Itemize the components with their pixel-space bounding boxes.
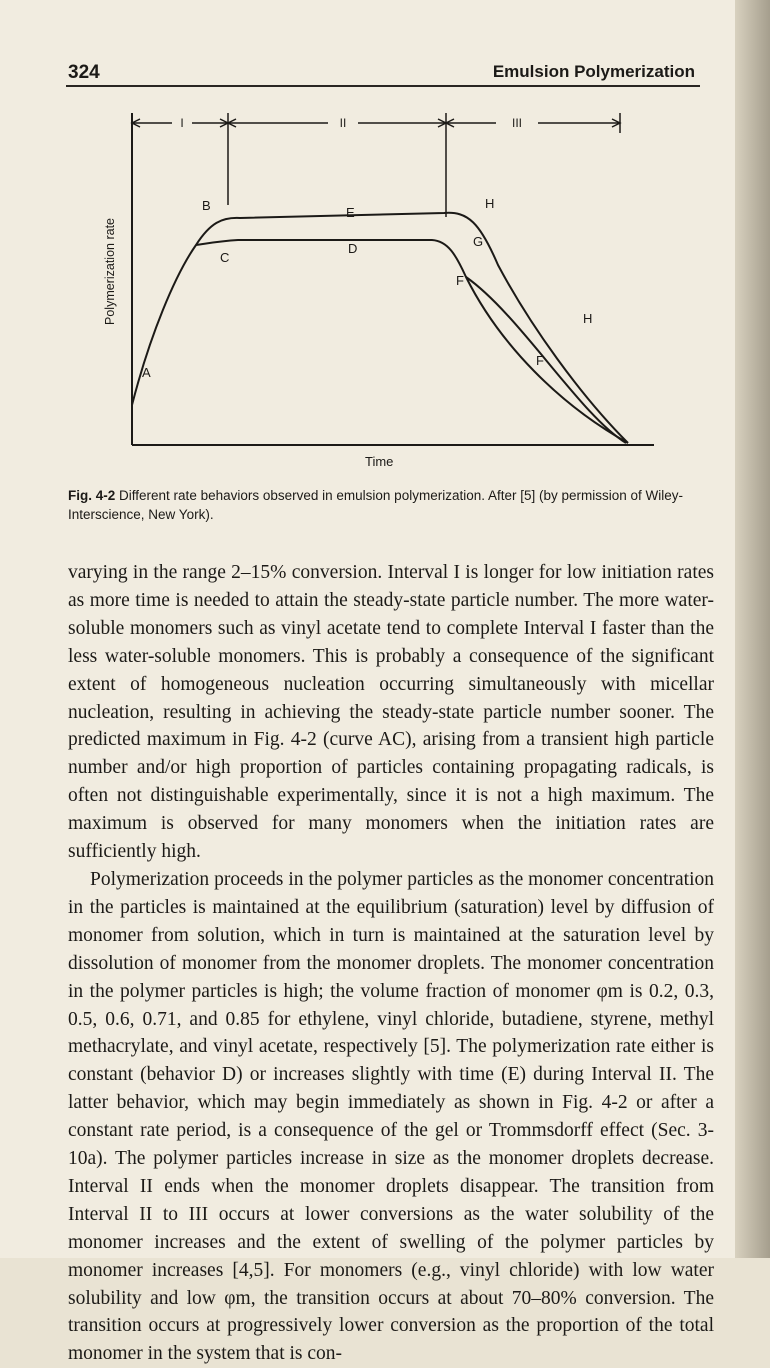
figure-4-2: [100, 105, 700, 495]
point-D: D: [348, 241, 358, 256]
interval-II-label: II: [339, 116, 347, 130]
point-G: G: [473, 234, 484, 249]
paragraph-2: Polymerization proceeds in the polymer particles as the monomer concentration in the particles is maintained at the equilibrium (saturation) level by diffusion of monomer from solution, which in turn is maintained at the saturation level by dissolution of monomer from the monomer droplets. The monomer concentration in the polymer particles is high; the volume fraction of monomer φm is 0.2, 0.3, 0.5, 0.6, 0.71, and 0.85 for ethylene, vinyl chloride, butadiene, styrene, methyl methacrylate, and vinyl acetate, respectively [5]. The polymerization rate either is constant (behavior D) or increases slightly with time (E) during Interval II. The latter behavior, which may begin immediately as shown in Fig. 4-2 or after a constant rate period, is a consequence of the gel or Trommsdorff effect (Sec. 3-10a). The polymer particles increase in size as the monomer droplets decrease. Interval II ends when the monomer droplets disappear. The transition from Interval II to III occurs at lower conversions as the water solubility of the monomer increases and the extent of swelling of the polymer particles by monomer increases [4,5]. For monomers (e.g., vinyl chloride) with low water solubility and low φm, the transition occurs at about 70–80% conversion. The transition occurs at progressively lower conversion as the proportion of the total monomer in the system that is con-: [68, 868, 714, 1365]
caption-label: Fig. 4-2: [68, 488, 116, 503]
point-H-upper: H: [485, 196, 495, 211]
interval-III-label: III: [511, 116, 523, 130]
interval-I-label: I: [180, 116, 184, 130]
page-edge: [735, 0, 770, 1258]
header-rule: [66, 85, 700, 87]
running-head: Emulsion Polymerization: [492, 62, 695, 81]
point-H-lower: H: [583, 311, 593, 326]
point-E: E: [346, 205, 355, 220]
figure-caption: [68, 486, 708, 524]
curve-ABEGH: [132, 213, 628, 443]
point-F-lower: F: [536, 353, 544, 368]
point-B: B: [202, 198, 211, 213]
curve-F-lower: [466, 277, 626, 443]
body-text: [68, 559, 714, 1368]
point-F-upper: F: [456, 273, 464, 288]
page-number: 324: [68, 62, 100, 83]
rate-curves: [132, 213, 628, 443]
caption-text: Different rate behaviors observed in emulsion polymerization. After [5] (by permission of Wiley-Interscience, New York).: [68, 488, 684, 522]
rate-behavior-diagram: [100, 105, 700, 495]
y-axis-label: Polymerization rate: [103, 218, 117, 325]
point-C: C: [220, 250, 230, 265]
curve-CDF: [196, 240, 628, 443]
x-axis-label: Time: [365, 454, 394, 469]
point-A: A: [142, 365, 151, 380]
paragraph-1: varying in the range 2–15% conversion. Interval I is longer for low initiation rates as more time is needed to attain the steady-state particle number. The more water-soluble monomers such as vinyl acetate tend to complete Interval I faster than the less water-soluble monomers. This is probably a consequence of the significant extent of homogeneous nucleation occurring simultaneously with micellar nucleation, resulting in achieving the steady-state particle number sooner. The predicted maximum in Fig. 4-2 (curve AC), arising from a transient high particle number and/or high proportion of particles containing propagating radicals, is often not distinguishable experimentally, since it is not a high maximum. The maximum is observed for many monomers when the initiation rates are sufficiently high.: [68, 562, 714, 863]
